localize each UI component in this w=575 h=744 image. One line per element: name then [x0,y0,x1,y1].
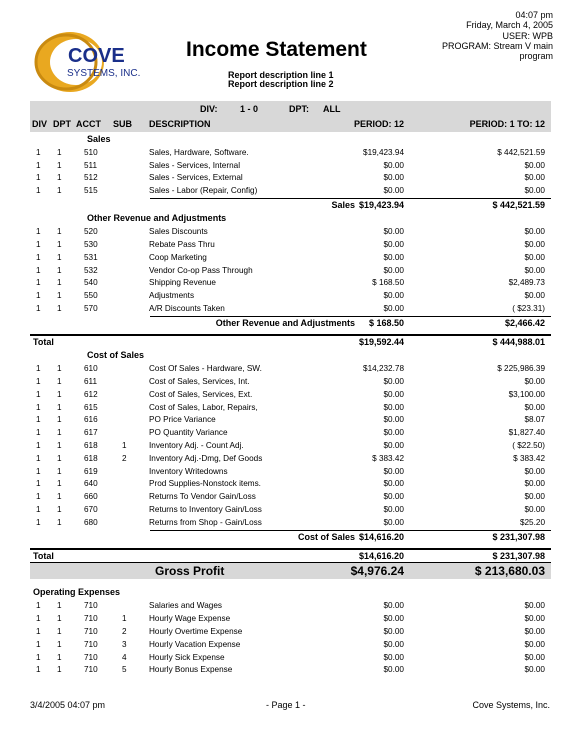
cell-ytd-amount: $0.00 [524,601,545,611]
table-row [30,652,551,665]
cell-period-amount: $0.00 [383,389,404,399]
cell-period-amount: $0.00 [383,614,404,624]
cell-period-amount: $0.00 [383,402,404,412]
cell-period-amount: $0.00 [383,265,404,275]
cell-ytd-amount: $0.00 [524,492,545,502]
gross-profit-label: Gross Profit [155,564,225,579]
cell-dpt: 1 [57,440,62,450]
cell-div: 1 [36,402,41,412]
table-row [30,427,551,440]
cell-dpt: 1 [57,147,62,157]
cell-period-amount: $0.00 [383,601,404,611]
dpt-label: DPT: [289,104,309,114]
subtotal-period: $14,616.20 [358,531,404,542]
cell-div: 1 [36,601,41,611]
table-row [30,664,551,677]
cell-acct: 512 [84,173,98,183]
table-row [30,226,551,239]
cell-dpt: 1 [57,278,62,288]
table-row [30,414,551,427]
cell-acct: 540 [84,278,98,288]
cell-description: Returns to Inventory Gain/Loss [149,504,262,514]
cell-div: 1 [36,265,41,275]
cell-description: Salaries and Wages [149,601,222,611]
cell-div: 1 [36,639,41,649]
cell-div: 1 [36,186,41,196]
cell-div: 1 [36,252,41,262]
cell-period-amount: $0.00 [383,517,404,527]
table-row [30,466,551,479]
cell-dpt: 1 [57,652,62,662]
cell-acct: 520 [84,227,98,237]
cell-sub: 1 [122,440,127,450]
cell-dpt: 1 [57,376,62,386]
cell-description: Hourly Sick Expense [149,652,225,662]
cell-acct: 612 [84,389,98,399]
cell-sub: 5 [122,665,127,675]
table-row [30,453,551,466]
cell-acct: 550 [84,291,98,301]
cell-period-amount: $0.00 [383,376,404,386]
cell-ytd-amount: $0.00 [524,479,545,489]
cell-period-amount: $0.00 [383,160,404,170]
cell-ytd-amount: $25.20 [519,517,545,527]
cell-dpt: 1 [57,627,62,636]
cell-div: 1 [36,160,41,170]
cell-period-amount: $0.00 [383,415,404,425]
cell-acct: 511 [84,160,98,170]
table-row [30,491,551,504]
cell-description: Sales - Labor (Repair, Config) [149,186,258,196]
cell-period-amount: $ 168.50 [372,278,404,288]
cell-ytd-amount: $0.00 [524,291,545,301]
cell-div: 1 [36,428,41,438]
cell-ytd-amount: $0.00 [524,614,545,624]
table-row [30,277,551,290]
cell-acct: 640 [84,479,98,489]
cell-ytd-amount: $0.00 [524,227,545,237]
cell-ytd-amount: $ 383.42 [513,453,545,463]
table-row [30,626,551,639]
cell-div: 1 [36,652,41,662]
cell-div: 1 [36,665,41,675]
cell-div: 1 [36,291,41,301]
subtotal-row [150,530,551,544]
cell-acct: 610 [84,364,98,374]
cell-description: Cost Of Sales - Hardware, SW. [149,364,262,374]
cell-dpt: 1 [57,415,62,425]
svg-text:SYSTEMS, INC.: SYSTEMS, INC. [67,68,140,79]
cell-acct: 611 [84,376,98,386]
table-row [30,147,551,160]
cell-period-amount: $0.00 [383,652,404,662]
cell-acct: 617 [84,428,98,438]
total-label: Total [33,336,54,347]
cell-period-amount: $0.00 [383,639,404,649]
cell-acct: 680 [84,517,98,527]
cell-div: 1 [36,227,41,237]
cell-div: 1 [36,479,41,489]
table-row [30,239,551,252]
table-row [30,303,551,316]
cell-div: 1 [36,389,41,399]
footer-datetime: 3/4/2005 04:07 pm [30,700,106,710]
cell-ytd-amount: $0.00 [524,466,545,476]
cell-period-amount: $0.00 [383,291,404,301]
report-description-2: Report description line 2 [228,79,334,89]
cell-description: Vendor Co-op Pass Through [149,265,253,275]
cell-description: Cost of Sales, Services, Ext. [149,389,253,399]
cell-period-amount: $0.00 [383,303,404,313]
cell-sub: 1 [122,614,127,624]
table-row [30,613,551,626]
cell-ytd-amount: $0.00 [524,252,545,262]
report-program: PROGRAM: Stream V main [441,40,553,51]
cell-acct: 510 [84,147,98,157]
cell-description: Adjustments [149,291,195,301]
cell-acct: 670 [84,504,98,514]
cell-div: 1 [36,492,41,502]
cell-description: Cost of Sales, Services, Int. [149,376,250,386]
cell-acct: 660 [84,492,98,502]
table-row [30,185,551,198]
total-row [30,548,551,563]
cell-description: Hourly Wage Expense [149,614,231,624]
cell-acct: 616 [84,415,98,425]
cell-description: Prod Supplies-Nonstock items. [149,479,261,489]
cell-div: 1 [36,453,41,463]
cell-description: Sales - Services, Internal [149,160,241,170]
cell-div: 1 [36,239,41,249]
report-time: 04:07 pm [515,10,553,20]
cell-sub: 3 [122,639,127,649]
report-description-1: Report description line 1 [228,70,334,80]
cell-dpt: 1 [57,227,62,237]
footer-company: Cove Systems, Inc. [472,700,550,710]
total-period: $14,616.20 [358,551,404,562]
cell-dpt: 1 [57,517,62,527]
cell-dpt: 1 [57,601,62,611]
report-program-cont: program [519,51,553,62]
cell-period-amount: $0.00 [383,239,404,249]
table-row [30,160,551,173]
report-user: USER: WPB [502,30,553,41]
cell-description: Inventory Adj. - Count Adj. [149,440,244,450]
table-row [30,504,551,517]
cell-description: PO Quantity Variance [149,428,228,438]
cell-period-amount: $0.00 [383,227,404,237]
cell-dpt: 1 [57,173,62,183]
col-header-description: DESCRIPTION [149,119,211,129]
cell-period-amount: $ 383.42 [372,453,404,463]
cell-period-amount: $14,232.78 [363,364,404,374]
table-row [30,440,551,453]
cell-description: Inventory Adj.-Dmg, Def Goods [149,453,263,463]
cell-description: Sales Discounts [149,227,208,237]
report-title: Income Statement [186,38,367,61]
section-heading [30,349,551,362]
cell-acct: 710 [84,614,98,624]
cell-ytd-amount: $0.00 [524,376,545,386]
cell-dpt: 1 [57,186,62,196]
cell-acct: 710 [84,639,98,649]
subtotal-ytd: $ 231,307.98 [492,531,545,542]
subtotal-label: Other Revenue and Adjustments [215,317,355,328]
cell-description: Sales, Hardware, Software. [149,147,249,157]
cell-description: Shipping Revenue [149,278,216,288]
cell-period-amount: $0.00 [383,665,404,675]
table-row [30,402,551,415]
total-ytd: $ 444,988.01 [492,336,545,347]
section-title: Cost of Sales [87,350,145,361]
col-header-ytd: PERIOD: 1 TO: 12 [469,119,545,129]
cell-acct: 615 [84,402,98,412]
subtotal-period: $ 168.50 [368,317,404,328]
total-period: $19,592.44 [358,336,404,347]
cell-description: A/R Discounts Taken [149,303,225,313]
cell-ytd-amount: $0.00 [524,160,545,170]
total-label: Total [33,551,54,562]
table-row [30,389,551,402]
cell-period-amount: $0.00 [383,428,404,438]
svg-text:COVE: COVE [68,45,125,67]
cell-div: 1 [36,147,41,157]
cell-description: Coop Marketing [149,252,207,262]
cell-acct: 532 [84,265,98,275]
cell-acct: 530 [84,239,98,249]
cell-acct: 710 [84,627,98,636]
cell-div: 1 [36,466,41,476]
cell-ytd-amount: $8.07 [524,415,545,425]
cell-div: 1 [36,303,41,313]
total-ytd: $ 231,307.98 [492,551,545,562]
cell-ytd-amount: ( $23.31) [512,303,545,313]
cell-div: 1 [36,504,41,514]
cell-period-amount: $0.00 [383,492,404,502]
col-header-acct: ACCT [76,119,101,129]
cell-acct: 619 [84,466,98,476]
cell-ytd-amount: ( $22.50) [512,440,545,450]
subtotal-ytd: $2,466.42 [504,317,545,328]
cell-ytd-amount: $0.00 [524,173,545,183]
cell-ytd-amount: $0.00 [524,665,545,675]
company-logo [30,26,140,96]
cell-description: Sales - Services, External [149,173,243,183]
subtotal-label: Cost of Sales [297,531,355,542]
cell-acct: 618 [84,453,98,463]
cell-div: 1 [36,376,41,386]
cell-dpt: 1 [57,265,62,275]
table-row [30,517,551,530]
cell-div: 1 [36,173,41,183]
cell-acct: 515 [84,186,98,196]
report-meta [442,10,553,61]
cell-description: Rebate Pass Thru [149,239,215,249]
cell-period-amount: $0.00 [383,186,404,196]
cell-div: 1 [36,440,41,450]
cell-period-amount: $0.00 [383,479,404,489]
cell-description: Inventory Writedowns [149,466,228,476]
cell-div: 1 [36,627,41,636]
cell-ytd-amount: $0.00 [524,504,545,514]
cell-period-amount: $0.00 [383,504,404,514]
cell-dpt: 1 [57,504,62,514]
cell-description: Hourly Vacation Expense [149,639,241,649]
section-title: Operating Expenses [33,587,121,598]
table-row [30,252,551,265]
dpt-value: ALL [323,104,341,114]
cell-ytd-amount: $0.00 [524,265,545,275]
footer-page: - Page 1 - [266,700,306,710]
cell-div: 1 [36,364,41,374]
cell-div: 1 [36,614,41,624]
cell-ytd-amount: $3,100.00 [508,389,545,399]
table-row [30,172,551,185]
col-header-dpt: DPT [53,119,71,129]
col-header-period: PERIOD: 12 [353,119,404,129]
cell-description: PO Price Variance [149,415,216,425]
cell-dpt: 1 [57,239,62,249]
cell-acct: 570 [84,303,98,313]
gross-profit-period: $4,976.24 [350,564,404,579]
cell-sub: 4 [122,652,127,662]
section-heading [30,586,551,599]
cell-ytd-amount: $0.00 [524,239,545,249]
cell-period-amount: $0.00 [383,173,404,183]
column-header-band [30,101,551,132]
cell-sub: 2 [122,453,127,463]
section-title: Sales [87,134,111,144]
div-value: 1 - 0 [240,104,259,114]
cell-period-amount: $0.00 [383,440,404,450]
cell-dpt: 1 [57,479,62,489]
cell-description: Hourly Bonus Expense [149,665,233,675]
table-row [30,265,551,278]
table-row [30,290,551,303]
cell-dpt: 1 [57,466,62,476]
cell-acct: 710 [84,665,98,675]
subtotal-period: $19,423.94 [358,200,404,210]
cell-ytd-amount: $ 442,521.59 [497,147,545,157]
cell-period-amount: $19,423.94 [363,147,404,157]
cell-dpt: 1 [57,303,62,313]
cell-period-amount: $0.00 [383,627,404,636]
cell-description: Cost of Sales, Labor, Repairs, [149,402,258,412]
cell-dpt: 1 [57,453,62,463]
cell-div: 1 [36,415,41,425]
cell-dpt: 1 [57,389,62,399]
cell-ytd-amount: $2,489.73 [508,278,545,288]
cell-dpt: 1 [57,160,62,170]
table-row [30,600,551,613]
cell-ytd-amount: $0.00 [524,186,545,196]
table-row [30,478,551,491]
subtotal-row [150,316,551,330]
cell-dpt: 1 [57,291,62,301]
section-heading [30,212,551,225]
cell-dpt: 1 [57,252,62,262]
gross-profit-ytd: $ 213,680.03 [474,564,545,579]
cell-dpt: 1 [57,639,62,649]
cell-acct: 531 [84,252,98,262]
cell-description: Returns from Shop - Gain/Loss [149,517,262,527]
subtotal-label: Sales [331,200,355,210]
cell-ytd-amount: $0.00 [524,402,545,412]
section-title: Other Revenue and Adjustments [87,213,227,224]
cell-dpt: 1 [57,364,62,374]
cell-ytd-amount: $0.00 [524,652,545,662]
cell-ytd-amount: $1,827.40 [508,428,545,438]
table-row [30,363,551,376]
cell-ytd-amount: $ 225,986.39 [497,364,545,374]
table-row [30,639,551,652]
cell-dpt: 1 [57,402,62,412]
col-header-sub: SUB [113,119,133,129]
col-header-div: DIV [32,119,48,129]
cell-ytd-amount: $0.00 [524,639,545,649]
section-heading [30,133,551,146]
div-label: DIV: [200,104,218,114]
cell-dpt: 1 [57,492,62,502]
table-row [30,376,551,389]
cell-acct: 710 [84,601,98,611]
report-date: Friday, March 4, 2005 [466,20,553,31]
cell-period-amount: $0.00 [383,252,404,262]
total-row [30,334,551,349]
cell-sub: 2 [122,627,127,636]
cell-dpt: 1 [57,428,62,438]
gross-profit-row [30,562,551,579]
subtotal-row [150,198,551,212]
cell-acct: 618 [84,440,98,450]
cell-acct: 710 [84,652,98,662]
subtotal-ytd: $ 442,521.59 [492,200,545,210]
cell-ytd-amount: $0.00 [524,627,545,636]
cell-period-amount: $0.00 [383,466,404,476]
cell-description: Hourly Overtime Expense [149,627,243,636]
cell-description: Returns To Vendor Gain/Loss [149,492,256,502]
cell-div: 1 [36,517,41,527]
cell-dpt: 1 [57,665,62,675]
cell-dpt: 1 [57,614,62,624]
cell-div: 1 [36,278,41,288]
